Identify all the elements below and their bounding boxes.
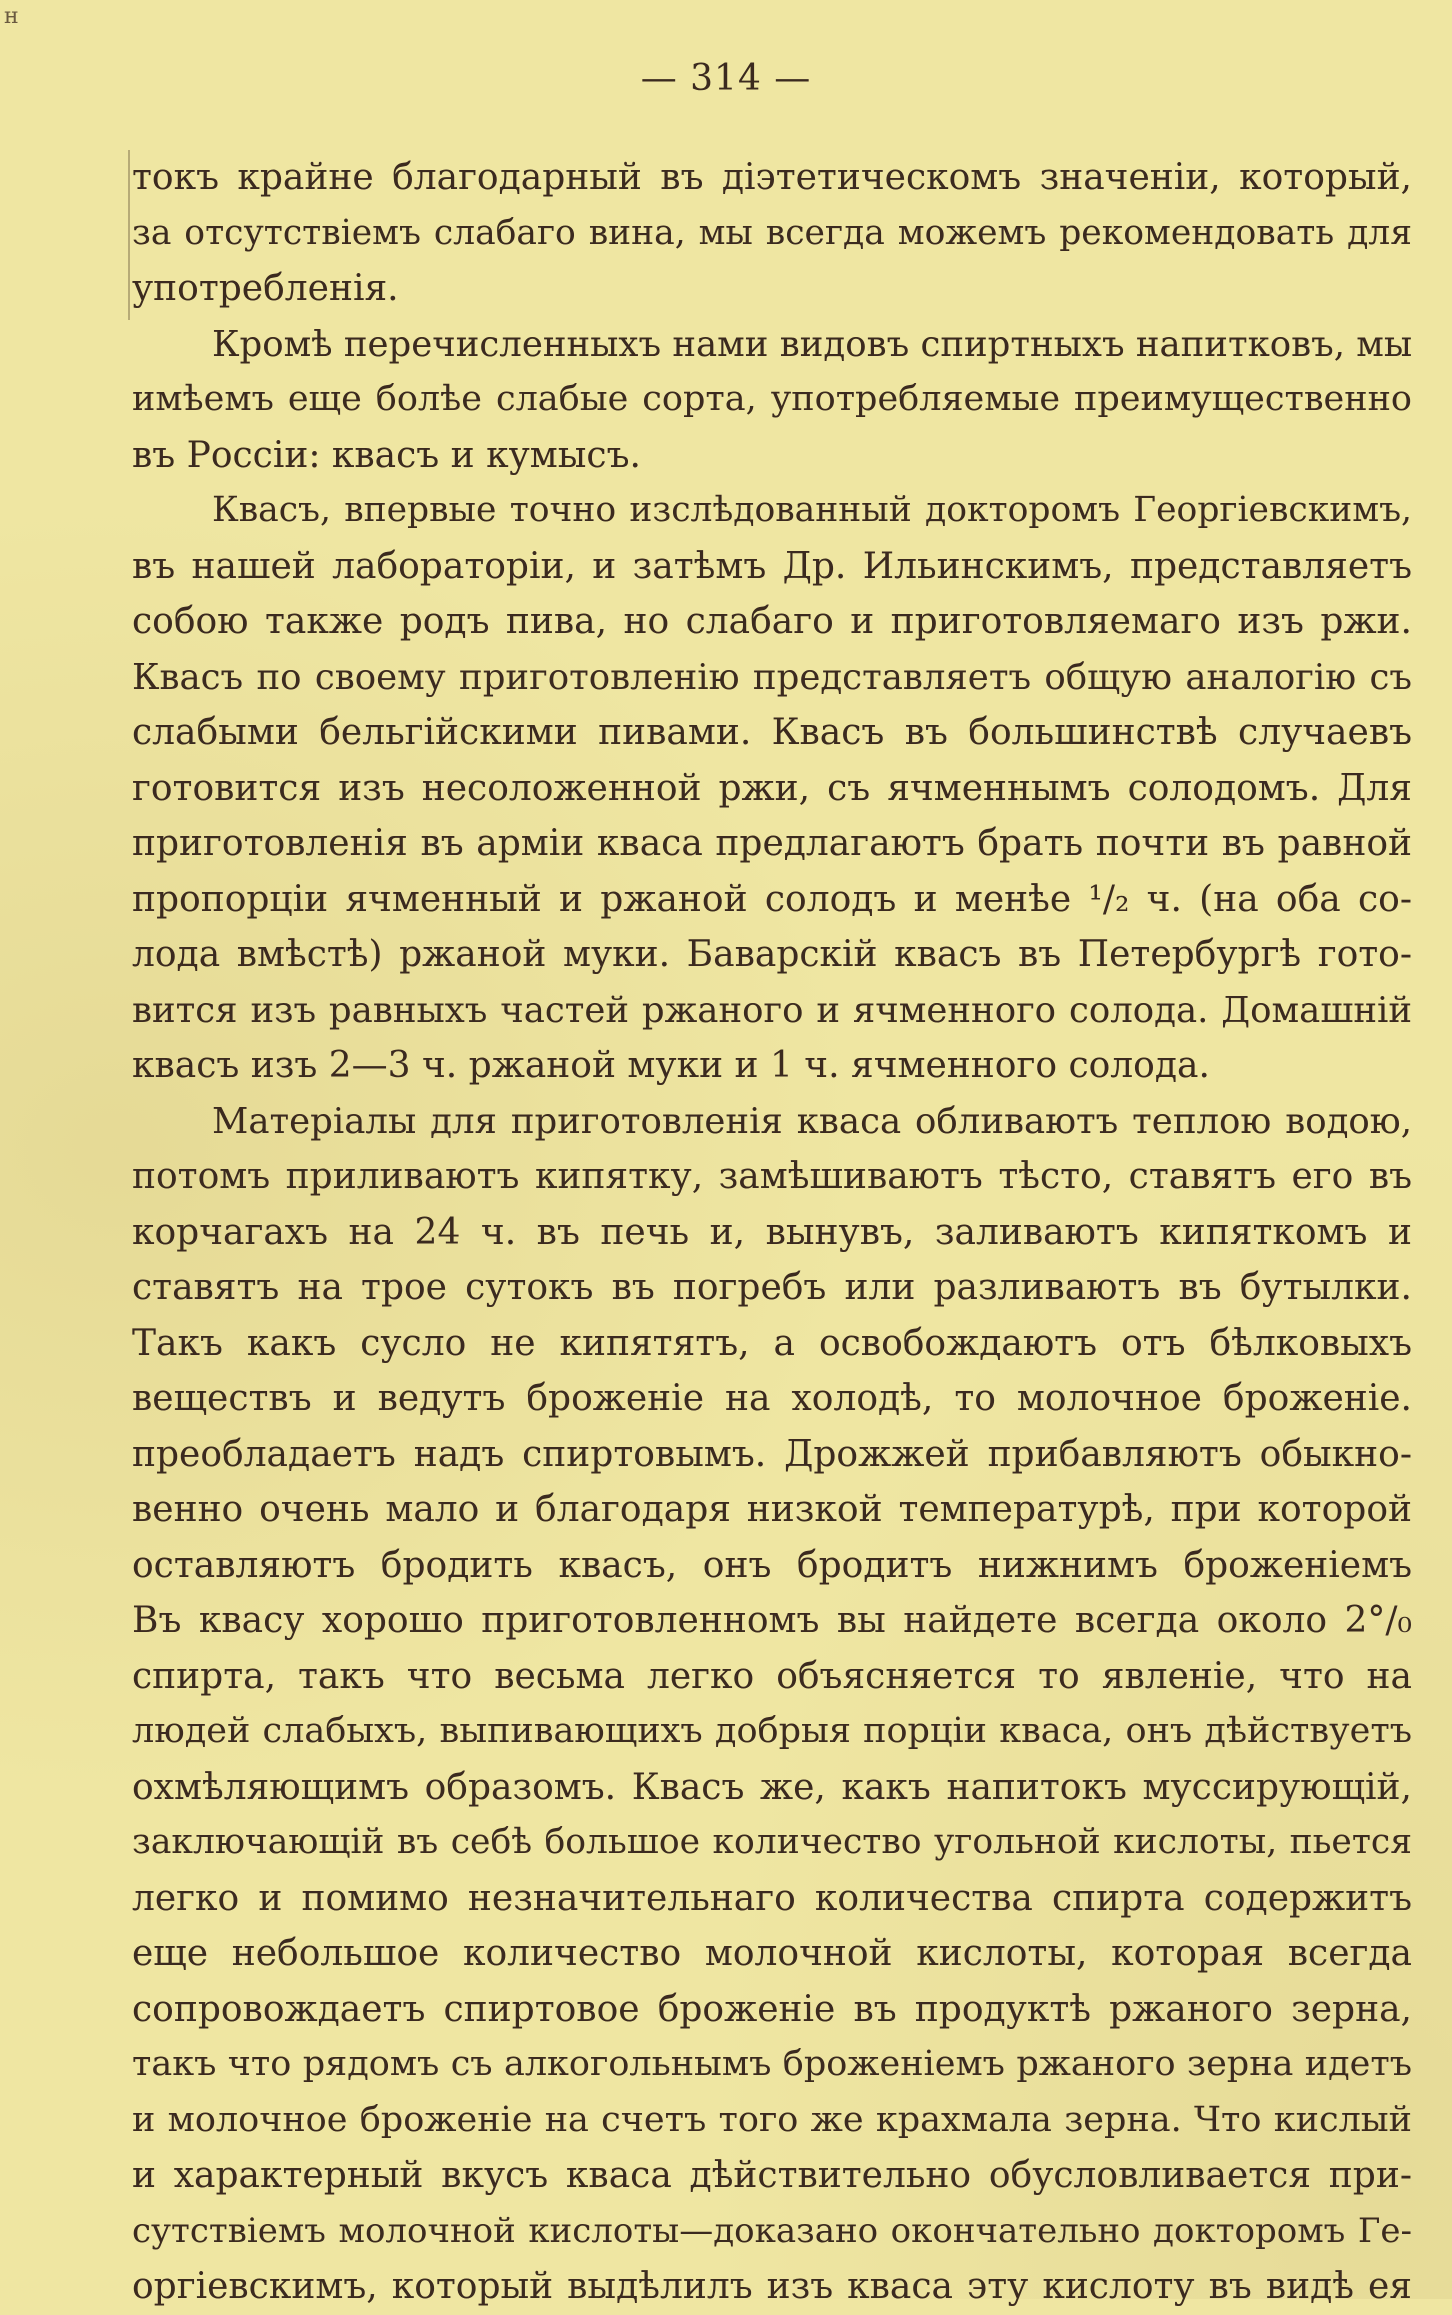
text-line: венно очень мало и благодаря низкой температурѣ, при которой <box>132 1489 1412 1530</box>
text-line: вится изъ равныхъ частей ржаного и ячменного солода. Домашній <box>132 989 1412 1031</box>
text-line: сопровождаетъ спиртовое броженіе въ продуктѣ ржаного зерна, <box>132 1988 1412 2030</box>
text-line: веществъ и ведутъ броженіе на холодѣ, то молочное броженіе. <box>132 1378 1412 1419</box>
text-line: спирта, такъ что весьма легко объясняется то явленіе, что на <box>132 1655 1412 1697</box>
text-line: и характерный вкусъ кваса дѣйствительно обусловливается при- <box>132 2155 1412 2196</box>
text-line: Квасъ, впервые точно изслѣдованный докторомъ Георгіевскимъ, <box>212 490 1412 530</box>
text-line: Матеріалы для приготовленія кваса обливаютъ теплою водою, <box>212 1100 1412 1142</box>
text-line: ставятъ на трое сутокъ въ погребъ или разливаютъ въ бутылки. <box>132 1267 1412 1308</box>
text-line: охмѣляющимъ образомъ. Квасъ же, какъ напитокъ муссирующій, <box>132 1766 1412 1808</box>
text-line: преобладаетъ надъ спиртовымъ. Дрожжей прибавляютъ обыкно- <box>132 1433 1412 1475</box>
text-line: за отсутствіемъ слабаго вина, мы всегда можемъ рекомендовать для <box>132 212 1412 253</box>
text-line: оставляютъ бродить квасъ, онъ бродитъ нижнимъ броженіемъ <box>132 1544 1412 1586</box>
text-line: въ Россіи: квасъ и кумысъ. <box>132 434 641 476</box>
text-line: готовится изъ несоложенной ржи, съ ячменнымъ солодомъ. Для <box>132 767 1412 809</box>
text-line: квасъ изъ 2—3 ч. ржаной муки и 1 ч. ячменного солода. <box>132 1045 1210 1086</box>
text-line: приготовленія въ арміи кваса предлагаютъ брать почти въ равной <box>132 823 1412 864</box>
text-line: оргіевскимъ, который выдѣлилъ изъ кваса эту кислоту въ видѣ ея <box>132 2266 1412 2307</box>
text-line: еще небольшое количество молочной кислоты, которая всегда <box>132 1933 1412 1974</box>
text-line: корчагахъ на 24 ч. въ печь и, вынувъ, заливаютъ кипяткомъ и <box>132 1211 1412 1253</box>
text-line: Кромѣ перечисленныхъ нами видовъ спиртныхъ напитковъ, мы <box>212 323 1412 365</box>
text-line: людей слабыхъ, выпивающихъ добрыя порціи кваса, онъ дѣйствуетъ <box>132 1711 1412 1751</box>
text-line: сутствіемъ молочной кислоты—доказано окончательно докторомъ Ге- <box>132 2210 1412 2251</box>
text-line: Такъ какъ сусло не кипятятъ, а освобождаютъ отъ бѣлковыхъ <box>132 1322 1412 1364</box>
text-line: и молочное броженіе на счетъ того же крахмала зерна. Что кислый <box>132 2099 1412 2140</box>
text-line: лода вмѣстѣ) ржаной муки. Баварскій квасъ въ Петербургѣ гото- <box>132 934 1412 975</box>
text-line: потомъ приливаютъ кипятку, замѣшиваютъ тѣсто, ставятъ его въ <box>132 1156 1412 1197</box>
margin-rule <box>128 150 130 320</box>
text-line: такъ что рядомъ съ алкогольнымъ броженіемъ ржаного зерна идетъ <box>132 2044 1412 2084</box>
text-line: въ нашей лабораторіи, и затѣмъ Др. Ильинскимъ, представляетъ <box>132 545 1412 587</box>
text-line: легко и помимо незначительнаго количества спирта содержитъ <box>132 1877 1412 1919</box>
text-line: Въ квасу хорошо приготовленномъ вы найдете всегда около 2°/₀ <box>132 1600 1412 1641</box>
text-line: пропорціи ячменный и ржаной солодъ и менѣе ¹/₂ ч. (на оба со- <box>132 878 1412 920</box>
text-line: слабыми бельгійскими пивами. Квасъ въ большинствѣ случаевъ <box>132 712 1412 753</box>
text-line: заключающій въ себѣ большое количество угольной кислоты, пьется <box>132 1822 1412 1862</box>
text-line: собою также родъ пива, но слабаго и приготовляемаго изъ ржи. <box>132 601 1412 642</box>
text-line: Квасъ по своему приготовленію представляетъ общую аналогію съ <box>132 656 1412 698</box>
body-text <box>132 150 1412 2315</box>
corner-mark: н <box>4 4 19 29</box>
page-number: — 314 — <box>640 58 812 99</box>
text-line: токъ крайне благодарный въ діэтетическомъ значеніи, который, <box>132 157 1412 198</box>
text-line: употребленія. <box>132 268 399 309</box>
text-line: имѣемъ еще болѣе слабые сорта, употребляемые преимущественно <box>132 379 1412 419</box>
